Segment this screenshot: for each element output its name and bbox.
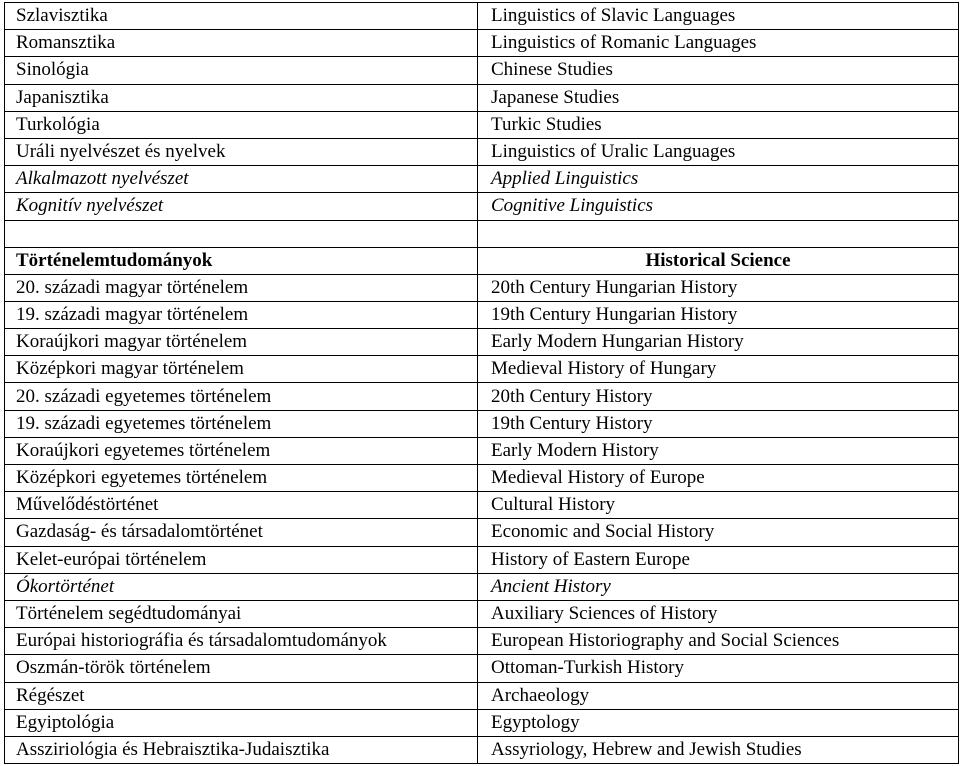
section-heading-hungarian: Történelemtudományok xyxy=(5,247,478,274)
english-term-cell: Japanese Studies xyxy=(478,84,959,111)
table-row xyxy=(5,356,959,383)
english-term-cell: Linguistics of Slavic Languages xyxy=(478,3,959,30)
table-row xyxy=(5,329,959,356)
english-term-cell: 20th Century Hungarian History xyxy=(478,274,959,301)
hungarian-term-cell: Középkori magyar történelem xyxy=(5,356,478,383)
hungarian-term-cell: Európai historiográfia és társadalomtudományok xyxy=(5,628,478,655)
hungarian-term-cell: 20. századi magyar történelem xyxy=(5,274,478,301)
table-body xyxy=(5,3,959,764)
hungarian-term-cell: Régészet xyxy=(5,682,478,709)
table-row xyxy=(5,546,959,573)
english-term-cell: European Historiography and Social Sciences xyxy=(478,628,959,655)
hungarian-term-cell: Romansztika xyxy=(5,30,478,57)
table-row xyxy=(5,166,959,193)
hungarian-term-cell: Gazdaság- és társadalomtörténet xyxy=(5,519,478,546)
table-row xyxy=(5,573,959,600)
english-term-cell: Cultural History xyxy=(478,492,959,519)
table-row xyxy=(5,655,959,682)
spacer-row xyxy=(5,220,959,247)
hungarian-term-cell: Kelet-európai történelem xyxy=(5,546,478,573)
english-term-cell: Chinese Studies xyxy=(478,57,959,84)
english-term-cell: Medieval History of Hungary xyxy=(478,356,959,383)
hungarian-term-cell: Sinológia xyxy=(5,57,478,84)
hungarian-term-cell: Történelem segédtudományai xyxy=(5,600,478,627)
english-term-cell: Applied Linguistics xyxy=(478,166,959,193)
hungarian-term-cell: Uráli nyelvészet és nyelvek xyxy=(5,138,478,165)
hungarian-term-cell: Egyiptológia xyxy=(5,709,478,736)
empty-cell xyxy=(5,220,478,247)
table-row xyxy=(5,600,959,627)
english-term-cell: Cognitive Linguistics xyxy=(478,193,959,220)
table-row xyxy=(5,410,959,437)
hungarian-term-cell: Szlavisztika xyxy=(5,3,478,30)
english-term-cell: Linguistics of Romanic Languages xyxy=(478,30,959,57)
table-row xyxy=(5,519,959,546)
table-row xyxy=(5,30,959,57)
english-term-cell: Economic and Social History xyxy=(478,519,959,546)
english-term-cell: Turkic Studies xyxy=(478,111,959,138)
hungarian-term-cell: Turkológia xyxy=(5,111,478,138)
table-row xyxy=(5,437,959,464)
table-row xyxy=(5,301,959,328)
table-row xyxy=(5,465,959,492)
hungarian-term-cell: Művelődéstörténet xyxy=(5,492,478,519)
table-row xyxy=(5,274,959,301)
hungarian-term-cell: Kognitív nyelvészet xyxy=(5,193,478,220)
hungarian-term-cell: Oszmán-török történelem xyxy=(5,655,478,682)
section-heading-english: Historical Science xyxy=(478,247,959,274)
discipline-translation-table xyxy=(4,2,959,764)
table-row xyxy=(5,111,959,138)
english-term-cell: 20th Century History xyxy=(478,383,959,410)
english-term-cell: Ancient History xyxy=(478,573,959,600)
table-row xyxy=(5,736,959,763)
table-row xyxy=(5,193,959,220)
hungarian-term-cell: 19. századi egyetemes történelem xyxy=(5,410,478,437)
hungarian-term-cell: Alkalmazott nyelvészet xyxy=(5,166,478,193)
hungarian-term-cell: 19. századi magyar történelem xyxy=(5,301,478,328)
table-row xyxy=(5,383,959,410)
table-row xyxy=(5,138,959,165)
english-term-cell: Egyptology xyxy=(478,709,959,736)
table-row xyxy=(5,3,959,30)
english-term-cell: 19th Century Hungarian History xyxy=(478,301,959,328)
section-heading-row xyxy=(5,247,959,274)
hungarian-term-cell: Középkori egyetemes történelem xyxy=(5,465,478,492)
english-term-cell: Assyriology, Hebrew and Jewish Studies xyxy=(478,736,959,763)
english-term-cell: History of Eastern Europe xyxy=(478,546,959,573)
hungarian-term-cell: Ókortörténet xyxy=(5,573,478,600)
table-row xyxy=(5,682,959,709)
hungarian-term-cell: Koraújkori egyetemes történelem xyxy=(5,437,478,464)
english-term-cell: Early Modern History xyxy=(478,437,959,464)
table-row xyxy=(5,492,959,519)
hungarian-term-cell: Japanisztika xyxy=(5,84,478,111)
table-row xyxy=(5,57,959,84)
hungarian-term-cell: 20. századi egyetemes történelem xyxy=(5,383,478,410)
english-term-cell: Medieval History of Europe xyxy=(478,465,959,492)
english-term-cell: Archaeology xyxy=(478,682,959,709)
table-row xyxy=(5,84,959,111)
english-term-cell: Early Modern Hungarian History xyxy=(478,329,959,356)
english-term-cell: Ottoman-Turkish History xyxy=(478,655,959,682)
table-row xyxy=(5,709,959,736)
hungarian-term-cell: Assziriológia és Hebraisztika-Judaisztika xyxy=(5,736,478,763)
hungarian-term-cell: Koraújkori magyar történelem xyxy=(5,329,478,356)
table-row xyxy=(5,628,959,655)
english-term-cell: 19th Century History xyxy=(478,410,959,437)
english-term-cell: Auxiliary Sciences of History xyxy=(478,600,959,627)
english-term-cell: Linguistics of Uralic Languages xyxy=(478,138,959,165)
empty-cell xyxy=(478,220,959,247)
